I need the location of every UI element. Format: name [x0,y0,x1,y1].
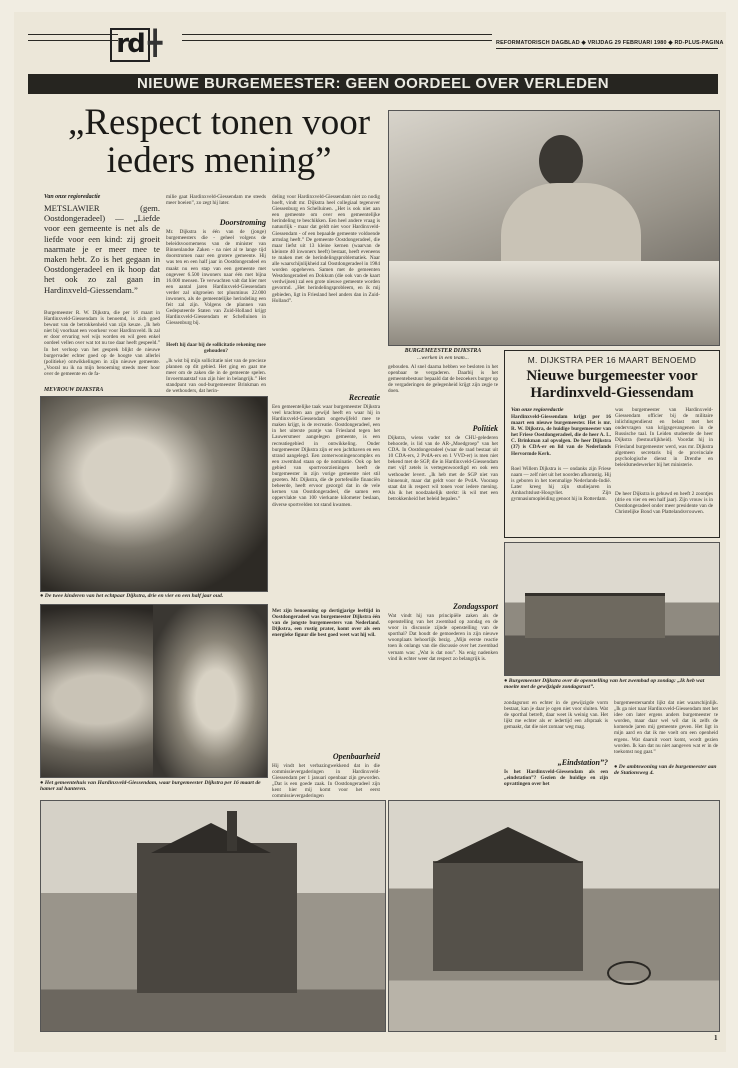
masthead-rule-mid [182,34,492,35]
caption-text-3: Burgemeester Dijkstra over de openstelling van het zwembad op zondag: „Ik heb wat moeite met de gewijzigde zondagsrust”. [504,678,705,691]
section-banner: NIEUWE BURGEMEESTER: GEEN OORDEEL OVER VERLEDEN [28,74,718,94]
photo-caption-townhall: ● Het gemeentehuis van Hardinxveld-Giessendam, waar burgemeester Dijkstra per 16 maart de hamer zal hanteren. [40,780,261,793]
photo-caption-children: ● De twee kinderen van het echtpaar Dijkstra, drie en vier en een half jaar oud. [40,593,224,599]
photo-townhall-tower [227,811,237,851]
section-name: RD-PLUS-PAGINA [674,40,724,46]
box-text-2: Roel Willem Dijkstra is — ondanks zijn Friese naam — zelf niet uit het noorden afkomstig. Hij is geboren in het toenmalige Nederlands-Indië. Later kreeg hij zijn studiejaren in Ambachtslust-Hoogvliet. Zijn gymnasiumopleiding genoot hij in Rotterdam. [511,466,611,503]
main-headline: „Respect tonen voor ieders mening” [67,102,371,181]
col4-text-a: gebouden. Al snel daarna hebben we besloten in het openbaar te vergaderen. Daarbij is het gemeentebestuur bepaald dat de bezoekers burger op de vergaderingen de gelegenheid krijgt zijn zegje te doen. [388,364,498,395]
subhead-recreatie: Recreatie [348,393,380,402]
photo-desk [389,261,719,345]
caption-text-4: De ambtswoning van de burgemeester aan de Stationsweg 4. [614,764,717,777]
publication-name: REFORMATORISCH DAGBLAD [496,40,580,46]
masthead-rule-mid-2 [182,40,492,41]
photo-mrs-dijkstra [40,396,268,592]
col3-text-b: Een gemeentelijke taak waar burgemeester Dijkstra veel krachten aan gewijd heeft en waar hij in Hardinxveld-Giessendam ongetwijfeld mee te maken krijgt, is de recreatie. Oostdongeradeel, een in het uiterste puntje van Friesland tegen het Lauwersmeer aangelegen gemeente, is een recreatiegebied in ontwikkeling. Onder burgemeester Dijkstra zijn er een jachthaven en een strand aangelegd. Een zomerwoningencomplex en een zwembad staan op de nominatie. Ook op het gebied van sportvoorzieningen heeft de burgemeester in zijn vorige gemeente niet stil gezeten. Mr. Dijkstra, die de portefeuille financiën beheerde, heeft ervoor gezorgd dat in de vele kernen van Oostdongeradeel, die samen een oppervlakte van 100 vierkante kilometer beslaan, diverse sportvelden tot stand kwamen. [272,404,380,508]
photo-swimming-pool [504,542,720,676]
photo-figure-head [539,135,583,187]
photo-burgemeester-dijkstra [388,110,720,346]
box-text-3: was burgemeester van Hardinxveld-Giessendam officier bij de militaire inlichtingendienst en belast met het ondervragen van krijgsgevangenen in de Russische taal. In Leiden studeerde de heer Dijkstra (bestuurlijkheid). Voordat hij in Friesland burgemeester werd, was mr. Dijkstra algemeen secretaris bij de provinciale psychologische dienst in Drenthe en beleidsmedewerker bij het ministerie. [615,407,713,468]
col2-question: Heeft hij daar bij de sollicitatie rekening mee gehouden? [166,342,266,355]
photo-child-right [153,605,267,777]
photo-children [40,604,268,778]
intro-paragraph: Burgemeester R. W. Dijkstra, die per 16 maart in Hardinxveld-Giessendam is benoemd, is zich goed bewust van de betrokkenheid van zijn keuze. „Ik heb niet bij voorbaat een voorkeur voor Hardinxveld. Ik zal er door ervaring wel wijs worden en wil geen enkel oordeel vellen over wat tot nu toe daar heeft gespeeld.” In het verloop van het gesprek blijkt de nieuwe burgervader echter goed op de hoogte van allerlei (politieke) ontwikkelingen in zijn nieuwe gemeente. „Vooral nu ik na mijn benoeming steeds meer hoor over de gemeente en de fa- [44,310,160,377]
photo-townhall-building [137,843,297,993]
photo-residence-house [433,861,583,971]
box-kicker: M. DIJKSTRA PER 16 MAART BENOEMD [527,355,697,365]
box-headline: Nieuwe burgemeester voor Hardinxveld-Giessendam [526,368,698,401]
photo-caption-name: BURGEMEESTER DIJKSTRA [404,348,482,354]
masthead-rule-right [496,48,718,49]
page-number: 1 [714,1034,718,1042]
col3-bold-paragraph: Met zijn benoeming op dertigjarige leeftijd in Oostdongeradeel was burgemeester Dijkstra één van de jongste burgemeesters van Nederland. Dijkstra, een rustig prater, komt over als een energieke figuur die best goed weet wat hij wil. [272,608,380,639]
masthead-rule-left [28,34,118,35]
col4-text-e: Is het Hardinxveld-Giessendam als een „eindstation”? Gezien de huidige en zijn opvattingen over het [504,769,608,788]
masthead-dateline: REFORMATORISCH DAGBLAD ◆ VRIJDAG 29 FEBRUARI 1980 ◆ RD-PLUS-PAGINA [496,40,724,46]
col5-text: burgemeestersambt lijkt dat niet waarschijnlijk. „Ik ga niet naar Hardinxveld-Giessendam met het idee om later ergens anders burgemeester te worden, maar daar wel wil dat ik zelfs de komende jaren mij gemeente geven. Het ligt in mijn aard en dat ik me voelt om een openheid ergens. Wat daaruit voort komt, wordt gezien worden. Ik kan dat nu niet aangeven wat er in de toekomst nog gaat.” [614,700,718,755]
col4-text-c: Wat vindt hij van principiële zaken als de openstelling van het zwembad op zondag en de woor in discussie zijnde openstelling van de sporthal? Dat houdt de gemoederen in zijn nieuwe woonplaats behoorlijk bezig. „Mijn eerste reactie toen ik onlangs van die discussie over het zwembad vernam was: „Wat is dat nou”. Na enig nadenken vind ik echter weer dat respect zo belangrijk is. [388,613,498,662]
col2-text-b: Mr. Dijkstra is één van de (jonge) burgemeesters die - geheel volgens de beleidsvoornemens van de minister van Binnenlandse Zaken - na niet al te lange tijd doorstromen naar een grotere gemeente. Hij was ten en een half jaar in Oostdongeradeel en maakt nu een stap van een gemeente met ongeveer 6.500 inwoners naar één met bijna 16.000 mensen. Te verwachten valt dat hier met een aantal jaren Hardinxveld-Giessendam verder zal uitgroeien tot plusminus 22.000 inwoners, als de gemeentelijke herindeling een feit zal zijn. Volgens de plannen van Gedeputeerde Staten van Zuid-Holland krijgt Hardinxveld-Giessendam er Schelluinen in Giessenburg bij. [166,229,266,327]
box-text-4: De heer Dijkstra is gehuwd en heeft 2 zoontjes (drie en vier en een half jaar). Zijn vrouw is in Oostdongeradeel onder meer presidente van de Christelijke Bond van Plattelandsvrouwen. [615,491,713,516]
photo-caption-pool: ● Burgemeester Dijkstra over de openstelling van het zwembad op zondag: „Ik heb wat moeite met de gewijzigde zondagsrust”. [504,678,705,691]
lead-paragraph: METSLAWIER (gem. Oostdongeradeel) — „Liefde voor een gemeente is net als de liefde voor een kind: zij groeit naarmate je er meer mee te maken hebt. Zo is het gegaan in Oostdongeradeel en ik hoop dat het ook zo zal gaan in Hardinxveld-Giessendam.” [44,203,160,295]
col2-text-a: milie gaat Hardinxveld-Giessendam me steeds meer boeien”, zo zegt hij later. [166,194,266,207]
photo-caption-residence: ● De ambtswoning van de burgemeester aan de Stationsweg 4. [614,764,717,777]
subhead-openbaarheid: Openbaarheid [332,752,380,761]
masthead-rule-left-2 [28,40,118,41]
subhead-zondagssport: Zondagssport [453,602,498,611]
photo-residence [388,800,720,1032]
byline: Van onze regioredactie [44,194,101,200]
col4-text-b: Dijkstra, wiens vader tot de CHU-gelederen behoorde, is lid van de AR-„Moedgroep” van het CDA. In Oostdongeradeel (waar de raad bestaat uit 10 CDA-ers, 2 PvdA-ers en 1 VVD-er) is men niet bekend met de SGP, die in Hardinxveld-Giessendam met vijf zetels is vertegenwoordigd en ook een wethouder levert. „Ik heb met de SGP niet van binnenuit, maar dat geldt voor de PvdA. Vooraop staat dat ik respect wil tonen voor iedere mening. Als ik het noodzakelijk sterkt: ik wil met een betrokkenheid het beleid bepalen.” [388,435,498,502]
box-article [504,350,720,538]
photo-residence-roof [433,827,583,863]
newspaper-page [14,12,726,1052]
photo-pool-building [525,593,665,638]
photo-credit: MEVROUW DIJKSTRA [44,387,104,393]
col3-text-c: Hij vindt het verbazingwekkend dat in die commissievergaderingen in Hardinxveld-Giessendam per 1 januari openbaar zijn geworden. „Dat is een goede zaak. In Oostdongeradeel zijn kent hier mij komt voor het eerst commissievergaderingen [272,763,380,800]
photo-townhall [40,800,386,1032]
caption-text-1: De twee kinderen van het echtpaar Dijkstra, drie en vier en een half jaar oud. [44,593,224,599]
publication-date: VRIJDAG 29 FEBRUARI 1980 [587,40,667,46]
col2-text-c: „Ik wist bij mijn sollicitatie niet van de precieze plannen op dit gebied. Het ging en gaat me meer om de zaken die in de gemeente spelen. Invoermaatstaf van zijn hier in belangrijk.” Het standpunt van oud-burgemeester Brinkman en de wethouders, dat herin- [166,358,266,395]
box-text-1: Hardinxveld-Giessendam krijgt per 16 maart een nieuwe burgemeester. Het is mr. R. W. Dijkstra, de huidige burgemeester van het Friese Oostdongeradeel, die de heer A. L. C. Brinkman zal opvolgen. De heer Dijkstra (37) is CDA-er en lid van de Nederlands Hervormde Kerk. [511,414,611,457]
photo-townhall-roof [151,823,271,853]
rd-logo: rd [110,28,150,62]
caption-text-2: Het gemeentehuis van Hardinxveld-Giessendam, waar burgemeester Dijkstra per 16 maart de hamer zal hanteren. [40,780,261,793]
subhead-eindstation: „Eindstation”? [557,758,608,767]
subhead-doorstroming: Doorstroming [219,218,266,227]
rd-logo-plus: ╋ [148,29,163,57]
photo-caption-team: ...werken in een team... [417,355,469,361]
subhead-politiek: Politiek [472,424,498,433]
box-byline: Van onze regioredactie [511,407,564,413]
col4-text-d: zondagsrust en echter in de gewijzigde vorm bestaat, kan je daar je ogen niet voor sluiten. Wat de sporthal betreft, daar weet ik weinig van. Het lijkt me echter als er iedertijd een afspraak is gemaakt, dat die niet zomaar weg mag. [504,700,608,731]
col3-text-a: deling voor Hardinxveld-Giessendam niet zo nodig hoeft, vindt mr. Dijkstra heel collegiaal tegenover Giessenburg en Schelluinen. „Het is ook niet aan een gemeente om over een gemeentelijke herindeling te beschikken. Een heel andere vraag is natuurlijk - maar dat geldt niet voor Hardinxveld-Giessendam - of een bepaalde gemeente voldoende armslag heeft.” De gemeente Oostdongeradeel, die maar liefst uit 13 kleine kernen (waarvan de kleinste 40 inwoners heeft) bestaat, heeft eveneens te maken met de herindelingsproblematiek. Naar alle waarschijnlijkheid zal Oostdongeradeel in 1984 worden opgeheven. Samen met de gemeenten Westdongeradeel en Dokkum (die ook van de kaart verdwijnen) zal een grote nieuwe gemeente worden gevormd. „Het herindelingsprobleem, en ik mij gebieden, ligt in Friesland heel anders dan in Zuid-Holland”. [272,194,380,304]
photo-residence-cyclist [607,961,651,985]
